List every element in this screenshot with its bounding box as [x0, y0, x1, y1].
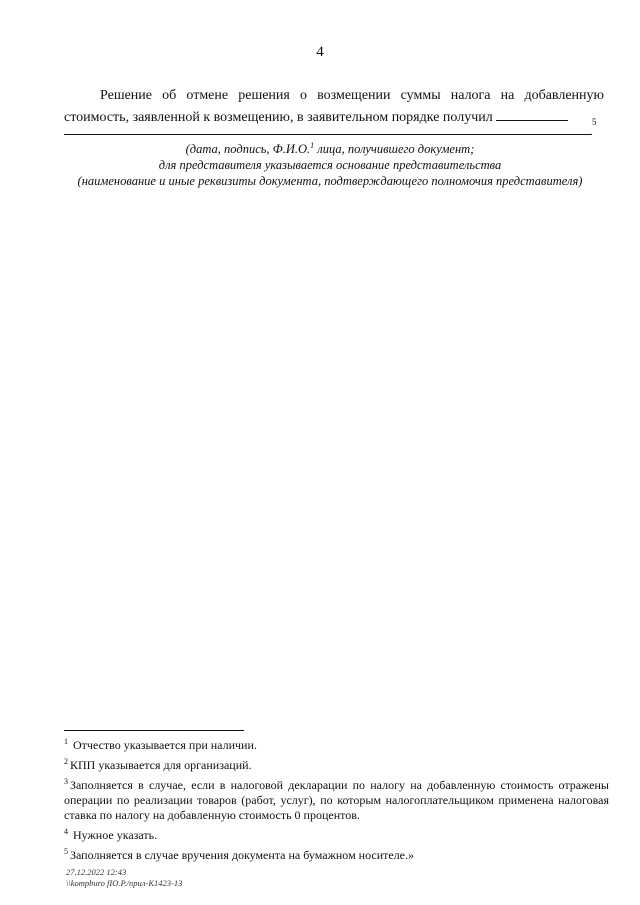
footnote-5-text: Заполняется в случае вручения документа на бумажном носителе.» [70, 848, 415, 862]
print-stamp [66, 867, 182, 889]
caption-line-1 [40, 138, 620, 157]
footnote-1-num: 1 [64, 737, 68, 746]
footnote-3 [64, 774, 609, 823]
footnote-2 [64, 754, 609, 773]
footnote-4 [64, 824, 609, 843]
decision-line-2-text: стоимость, заявленной к возмещению, в заявительном порядке получил [64, 110, 493, 125]
caption-line-3: (наименование и иные реквизиты документа, подтверждающего полномочия представителя) [77, 174, 583, 189]
received-blank-line [496, 106, 568, 121]
stamp-date: 27.12.2022 12:43 [66, 867, 127, 877]
footnote-5 [64, 844, 609, 863]
caption-line-1-b: лица, получившего документ; [314, 142, 475, 157]
page-number: 4 [316, 44, 324, 60]
decision-line-1: Решение об отмене решения о возмещении суммы налога на добавленную [100, 88, 604, 103]
caption-footnote-ref: 1 [310, 141, 315, 150]
footnote-2-num: 2 [64, 757, 68, 766]
caption-line-2: для представителя указывается основание представительства [158, 158, 502, 173]
footnotes [64, 734, 609, 864]
footnote-separator [64, 730, 244, 731]
footnote-3-text: Заполняется в случае, если в налоговой декларации по налогу на добавленную стоимость отражены операции по реализации товаров (работ, услуг), по которым налогоплательщиком применена налоговая ставка по налогу на добавленную стоимость 0 процентов. [64, 778, 609, 822]
footnote-2-text: КПП указывается для организаций. [70, 758, 252, 772]
end-mark: . [590, 124, 593, 138]
signature-caption [40, 138, 620, 189]
stamp-path: \\kompburo fIO.P./прил-K1423-13 [66, 878, 183, 888]
footnote-4-num: 4 [64, 827, 68, 836]
footnote-1-text: Отчество указывается при наличии. [73, 738, 257, 752]
footnote-4-text: Нужное указать. [73, 828, 158, 842]
footnote-3-num: 3 [64, 777, 68, 786]
footnote-1 [64, 734, 609, 753]
caption-line-1-a: (дата, подпись, Ф.И.О. [185, 142, 311, 157]
footnote-5-num: 5 [64, 847, 68, 856]
decision-line-2 [64, 106, 604, 128]
end-footnote-ref: 5 [592, 117, 597, 127]
decision-statement [64, 86, 604, 128]
signature-blank-line [64, 134, 591, 135]
